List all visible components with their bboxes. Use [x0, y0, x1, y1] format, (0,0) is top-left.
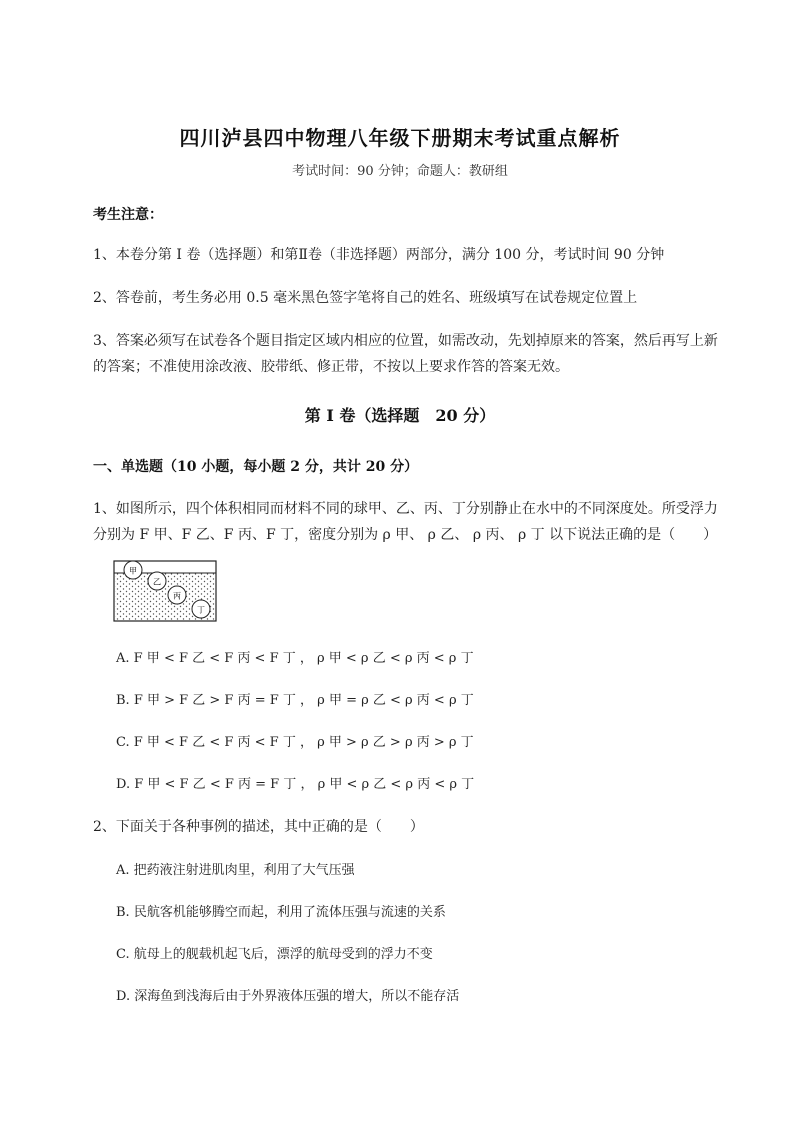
question-1-option-d: D. F 甲 < F 乙 < F 丙 = F 丁 ， ρ 甲 < ρ 乙 < ρ 丙 < ρ 丁: [116, 777, 475, 792]
ball-jia-label: 甲: [129, 566, 137, 576]
page-title: 四川泸县四中物理八年级下册期末考试重点解析: [179, 126, 621, 150]
question-2-option-b: B. 民航客机能够腾空而起，利用了流体压强与流速的关系: [116, 905, 446, 920]
water-tank-figure: [113, 560, 217, 622]
question-1-option-a: A. F 甲 < F 乙 < F 丙 < F 丁 ， ρ 甲 < ρ 乙 < ρ 丙 < ρ 丁: [116, 651, 474, 666]
question-2-option-a: A. 把药液注射进肌肉里，利用了大气压强: [116, 863, 355, 878]
ball-ding: [192, 600, 210, 618]
question-1-stem-line-2: 分别为 F 甲、F 乙、F 丙、F 丁，密度分别为 ρ 甲、 ρ 乙、 ρ 丙、 ρ 丁 以下说法正确的是（ ）: [93, 527, 718, 543]
notice-item-2: 2、答卷前，考生务必用 0.5 毫米黑色签字笔将自己的姓名、班级填写在试卷规定位置上: [93, 290, 638, 306]
ball-jia: [124, 561, 142, 579]
notice-item-1: 1、本卷分第 I 卷（选择题）和第Ⅱ卷（非选择题）两部分，满分 100 分，考试时间 90 分钟: [93, 247, 665, 263]
ball-bing: [168, 586, 186, 604]
question-2-option-c: C. 航母上的舰载机起飞后，漂浮的航母受到的浮力不变: [116, 947, 433, 962]
exam-subtitle: 考试时间：90 分钟；命题人：教研组: [292, 164, 508, 179]
ball-yi: [148, 572, 166, 590]
ball-yi-label: 乙: [153, 577, 161, 587]
part-heading: 一、单选题（10 小题，每小题 2 分，共计 20 分）: [93, 459, 419, 475]
question-1-option-c: C. F 甲 < F 乙 < F 丙 < F 丁 ， ρ 甲 > ρ 乙 > ρ 丙 > ρ 丁: [116, 735, 474, 750]
ball-bing-label: 丙: [173, 591, 181, 601]
ball-ding-label: 丁: [197, 605, 205, 615]
notice-item-3-line-1: 3、答案必须写在试卷各个题目指定区域内相应的位置，如需改动，先划掉原来的答案，然后再写上新: [93, 333, 718, 349]
notice-item-3-line-2: 的答案；不准使用涂改液、胶带纸、修正带，不按以上要求作答的答案无效。: [93, 359, 569, 375]
question-1-option-b: B. F 甲 > F 乙 > F 丙 = F 丁 ， ρ 甲 = ρ 乙 < ρ 丙 < ρ 丁: [116, 693, 474, 708]
question-1-stem-line-1: 1、如图所示，四个体积相同而材料不同的球甲、乙、丙、丁分别静止在水中的不同深度处。所受浮力: [93, 501, 718, 517]
question-2-stem: 2、下面关于各种事例的描述，其中正确的是（ ）: [93, 819, 424, 835]
question-2-option-d: D. 深海鱼到浅海后由于外界液体压强的增大，所以不能存活: [116, 989, 460, 1004]
section-title: 第 I 卷（选择题 20 分）: [304, 406, 496, 425]
notice-heading: 考生注意：: [93, 207, 163, 223]
